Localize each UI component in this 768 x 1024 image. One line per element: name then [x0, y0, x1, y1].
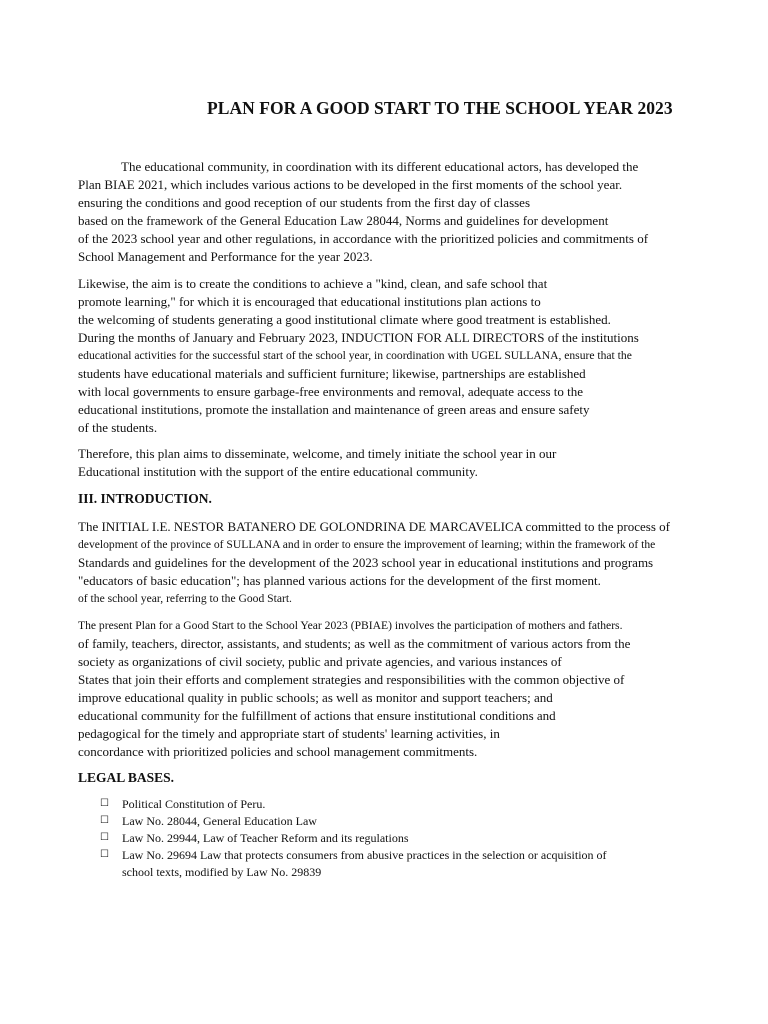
- text-line: promote learning," for which it is encouraged that educational institutions plan actions to: [78, 294, 541, 309]
- text-line: based on the framework of the General Education Law 28044, Norms and guidelines for development: [78, 213, 609, 228]
- list-item-continuation: [100, 864, 760, 881]
- text-line: School Management and Performance for the year 2023.: [78, 249, 373, 264]
- introduction-heading: III. INTRODUCTION.: [78, 491, 212, 506]
- paragraph-1: [78, 158, 768, 266]
- text-line: improve educational quality in public schools; as well as monitor and support teachers; and: [78, 690, 553, 705]
- text-line: The present Plan for a Good Start to the School Year 2023 (PBIAE) involves the participation of mothers and fathers.: [78, 619, 623, 632]
- text-line: of the students.: [78, 420, 158, 435]
- text-line: During the months of January and February 2023, INDUCTION FOR ALL DIRECTORS of the institutions: [78, 330, 639, 345]
- list-item-text: Law No. 29944, Law of Teacher Reform and its regulations: [122, 831, 409, 845]
- list-item-text: Law No. 29694 Law that protects consumers from abusive practices in the selection or acquisition of: [122, 848, 607, 862]
- text-line: The INITIAL I.E. NESTOR BATANERO DE GOLONDRINA DE MARCAVELICA committed to the process of: [78, 519, 670, 534]
- text-line: with local governments to ensure garbage-free environments and removal, adequate access to the: [78, 384, 583, 399]
- text-line: the welcoming of students generating a good institutional climate where good treatment is established.: [78, 312, 611, 327]
- text-line: educational community for the fulfillment of actions that ensure institutional conditions and: [78, 708, 556, 723]
- legal-bases-list: [100, 796, 760, 881]
- list-item-text: Political Constitution of Peru.: [122, 797, 266, 811]
- text-line: of family, teachers, director, assistants, and students; as well as the commitment of various actors from the: [78, 636, 631, 651]
- text-line: Educational institution with the support of the entire educational community.: [78, 464, 478, 479]
- empty-box-bullet-icon: ☐: [100, 849, 109, 860]
- paragraph-4: [78, 518, 768, 608]
- document-title: PLAN FOR A GOOD START TO THE SCHOOL YEAR 2023: [207, 98, 673, 118]
- paragraph-3: [78, 445, 768, 481]
- paragraph-5: [78, 617, 768, 761]
- text-line: Standards and guidelines for the development of the 2023 school year in educational institutions and programs: [78, 555, 654, 570]
- list-item: [100, 847, 760, 864]
- text-line: States that join their efforts and complement strategies and responsibilities with the common objective of: [78, 672, 625, 687]
- list-item: [100, 830, 760, 847]
- text-line: pedagogical for the timely and appropriate start of students' learning activities, in: [78, 726, 500, 741]
- text-line: of the school year, referring to the Good Start.: [78, 592, 292, 605]
- empty-box-bullet-icon: ☐: [100, 798, 109, 809]
- legal-bases-heading: LEGAL BASES.: [78, 770, 175, 785]
- list-item: [100, 796, 760, 813]
- empty-box-bullet-icon: ☐: [100, 832, 109, 843]
- text-line: Likewise, the aim is to create the conditions to achieve a "kind, clean, and safe school that: [78, 276, 548, 291]
- text-line: ensuring the conditions and good reception of our students from the first day of classes: [78, 195, 531, 210]
- text-line: The educational community, in coordination with its different educational actors, has developed the: [121, 159, 639, 174]
- text-line: of the 2023 school year and other regulations, in accordance with the prioritized policies and commitments of: [78, 231, 649, 246]
- text-line: Plan BIAE 2021, which includes various actions to be developed in the first moments of the school year.: [78, 177, 623, 192]
- list-item-text: Law No. 28044, General Education Law: [122, 814, 317, 828]
- text-line: students have educational materials and sufficient furniture; likewise, partnerships are established: [78, 366, 586, 381]
- text-line: Therefore, this plan aims to disseminate, welcome, and timely initiate the school year in our: [78, 446, 557, 461]
- text-line: educational institutions, promote the installation and maintenance of green areas and ensure safety: [78, 402, 590, 417]
- list-item: [100, 813, 760, 830]
- empty-box-bullet-icon: ☐: [100, 815, 109, 826]
- text-line: development of the province of SULLANA and in order to ensure the improvement of learning; within the framework of the: [78, 538, 656, 551]
- paragraph-2: [78, 275, 768, 437]
- text-line: educational activities for the successful start of the school year, in coordination with UGEL SULLANA, ensure that the: [78, 349, 632, 362]
- list-item-text: school texts, modified by Law No. 29839: [122, 865, 322, 879]
- text-line: "educators of basic education"; has planned various actions for the development of the first moment.: [78, 573, 601, 588]
- text-line: concordance with prioritized policies and school management commitments.: [78, 744, 478, 759]
- text-line: society as organizations of civil society, public and private agencies, and various instances of: [78, 654, 562, 669]
